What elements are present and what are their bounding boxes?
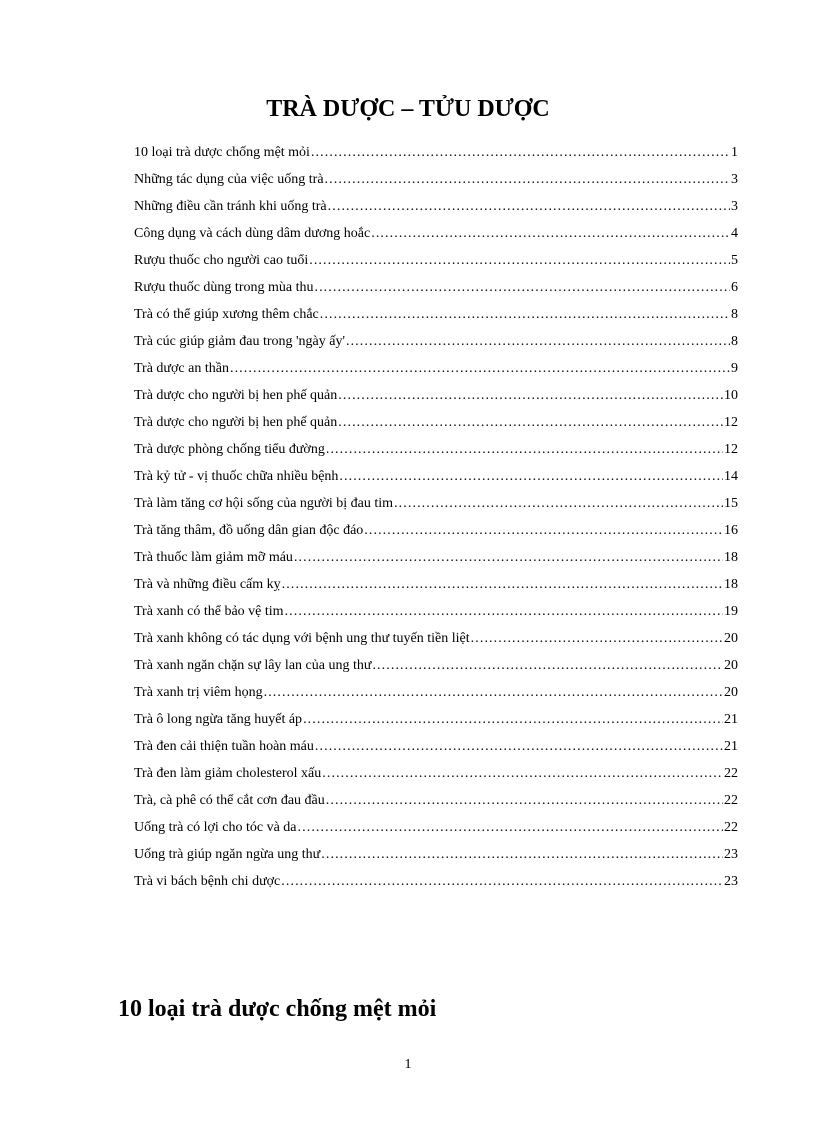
toc-entry[interactable] (134, 652, 738, 679)
toc-leader-dots (372, 652, 723, 679)
toc-entry-title[interactable]: Trà làm tăng cơ hội sống của người bị đau tim (134, 496, 394, 511)
toc-entry[interactable] (134, 868, 738, 895)
toc-entry-page[interactable]: 20 (724, 658, 738, 673)
toc-entry-title[interactable]: Trà dược an thần (134, 361, 229, 376)
toc-entry-title[interactable]: Trà xanh không có tác dụng với bệnh ung thư tuyến tiền liệt (134, 631, 470, 646)
toc-leader-dots (281, 868, 723, 895)
toc-leader-dots (338, 382, 723, 409)
toc-entry[interactable] (134, 463, 738, 490)
toc-leader-dots (471, 625, 723, 652)
toc-entry-page[interactable]: 12 (724, 415, 738, 430)
toc-leader-dots (264, 679, 723, 706)
toc-entry-page[interactable]: 21 (724, 739, 738, 754)
toc-entry[interactable] (134, 544, 738, 571)
toc-entry-title[interactable]: Trà xanh ngăn chặn sự lây lan của ung thư (134, 658, 372, 673)
toc-leader-dots (294, 544, 723, 571)
toc-leader-dots (326, 436, 723, 463)
toc-leader-dots (320, 301, 730, 328)
toc-entry[interactable] (134, 490, 738, 517)
toc-entry[interactable] (134, 193, 738, 220)
toc-entry[interactable] (134, 760, 738, 787)
toc-entry-title[interactable]: Những tác dụng của việc uống trà (134, 172, 324, 187)
toc-leader-dots (282, 571, 723, 598)
toc-entry[interactable] (134, 139, 738, 166)
toc-entry-title[interactable]: Trà kỷ tử - vị thuốc chữa nhiều bệnh (134, 469, 339, 484)
toc-entry[interactable] (134, 679, 738, 706)
toc-entry-page[interactable]: 4 (731, 226, 738, 241)
toc-entry-title[interactable]: Trà tăng thâm, đồ uống dân gian độc đáo (134, 523, 364, 538)
toc-entry-page[interactable]: 12 (724, 442, 738, 457)
toc-entry-page[interactable]: 23 (724, 847, 738, 862)
toc-entry-page[interactable]: 9 (731, 361, 738, 376)
toc-entry[interactable] (134, 409, 738, 436)
toc-leader-dots (303, 706, 723, 733)
toc-entry-page[interactable]: 1 (731, 145, 738, 160)
toc-leader-dots (230, 355, 730, 382)
toc-entry-title[interactable]: Những điều cần tránh khi uống trà (134, 199, 327, 214)
toc-leader-dots (321, 841, 723, 868)
toc-entry-title[interactable]: Trà cúc giúp giảm đau trong 'ngày ấy' (134, 334, 345, 349)
toc-entry-title[interactable]: Công dụng và cách dùng dâm dương hoắc (134, 226, 371, 241)
toc-entry[interactable] (134, 814, 738, 841)
toc-entry[interactable] (134, 787, 738, 814)
toc-entry[interactable] (134, 301, 738, 328)
toc-entry[interactable] (134, 625, 738, 652)
toc-entry[interactable] (134, 436, 738, 463)
toc-entry-page[interactable]: 18 (724, 577, 738, 592)
toc-entry-title[interactable]: Trà vi bách bệnh chi dược (134, 874, 281, 889)
toc-entry[interactable] (134, 382, 738, 409)
toc-entry-title[interactable]: Uống trà có lợi cho tóc và da (134, 820, 297, 835)
toc-entry[interactable] (134, 220, 738, 247)
toc-entry-page[interactable]: 19 (724, 604, 738, 619)
toc-entry-page[interactable]: 23 (724, 874, 738, 889)
toc-entry-page[interactable]: 20 (724, 685, 738, 700)
toc-entry-title[interactable]: Trà dược cho người bị hen phế quản (134, 415, 338, 430)
toc-leader-dots (309, 247, 730, 274)
toc-entry-page[interactable]: 18 (724, 550, 738, 565)
toc-entry-title[interactable]: Uống trà giúp ngăn ngừa ung thư (134, 847, 321, 862)
toc-entry-page[interactable]: 16 (724, 523, 738, 538)
toc-entry-page[interactable]: 8 (731, 334, 738, 349)
toc-entry-page[interactable]: 14 (724, 469, 738, 484)
toc-entry-title[interactable]: Trà dược phòng chống tiểu đường (134, 442, 325, 457)
toc-leader-dots (339, 463, 723, 490)
toc-entry-title[interactable]: Trà ô long ngừa tăng huyết áp (134, 712, 303, 727)
page-number: 1 (404, 1057, 412, 1072)
toc-entry[interactable] (134, 841, 738, 868)
toc-entry[interactable] (134, 598, 738, 625)
toc-entry-page[interactable]: 3 (731, 172, 738, 187)
section-heading: 10 loại trà dược chống mệt mỏi (118, 996, 437, 1022)
toc-entry-page[interactable]: 22 (724, 793, 738, 808)
toc-entry-page[interactable]: 22 (724, 766, 738, 781)
toc-leader-dots (325, 166, 730, 193)
toc-entry-title[interactable]: Trà, cà phê có thể cắt cơn đau đầu (134, 793, 325, 808)
toc-leader-dots (371, 220, 730, 247)
toc-entry-title[interactable]: Trà dược cho người bị hen phế quản (134, 388, 338, 403)
toc-entry-title[interactable]: Trà có thể giúp xương thêm chắc (134, 307, 319, 322)
toc-leader-dots (364, 517, 723, 544)
toc-entry[interactable] (134, 571, 738, 598)
toc-entry-page[interactable]: 5 (731, 253, 738, 268)
table-of-contents (134, 139, 738, 895)
toc-leader-dots (314, 274, 730, 301)
toc-entry-title[interactable]: Trà và những điều cấm kỵ (134, 577, 281, 592)
toc-leader-dots (346, 328, 730, 355)
toc-entry-title[interactable]: 10 loại trà dược chống mệt mỏi (134, 145, 310, 160)
toc-entry[interactable] (134, 328, 738, 355)
page-title: TRÀ DƯỢC – TỬU DƯỢC (266, 96, 550, 122)
toc-entry-page[interactable]: 3 (731, 199, 738, 214)
toc-entry-page[interactable]: 20 (724, 631, 738, 646)
toc-leader-dots (322, 760, 723, 787)
toc-entry-page[interactable]: 6 (731, 280, 738, 295)
toc-entry-title[interactable]: Trà xanh trị viêm họng (134, 685, 263, 700)
toc-entry-title[interactable]: Trà đen cải thiện tuần hoàn máu (134, 739, 314, 754)
toc-entry-page[interactable]: 22 (724, 820, 738, 835)
toc-entry-page[interactable]: 8 (731, 307, 738, 322)
toc-entry[interactable] (134, 247, 738, 274)
toc-leader-dots (285, 598, 723, 625)
toc-entry[interactable] (134, 517, 738, 544)
toc-entry-page[interactable]: 10 (724, 388, 738, 403)
toc-leader-dots (298, 814, 723, 841)
toc-entry[interactable] (134, 166, 738, 193)
toc-leader-dots (394, 490, 723, 517)
toc-leader-dots (311, 139, 730, 166)
toc-leader-dots (338, 409, 723, 436)
toc-entry-title[interactable]: Trà thuốc làm giảm mỡ máu (134, 550, 293, 565)
toc-entry-page[interactable]: 21 (724, 712, 738, 727)
toc-entry-title[interactable]: Trà xanh có thể bảo vệ tim (134, 604, 284, 619)
toc-leader-dots (326, 787, 723, 814)
toc-entry-title[interactable]: Trà đen làm giảm cholesterol xấu (134, 766, 322, 781)
toc-leader-dots (328, 193, 730, 220)
toc-leader-dots (315, 733, 723, 760)
toc-entry[interactable] (134, 706, 738, 733)
toc-entry[interactable] (134, 733, 738, 760)
toc-entry[interactable] (134, 274, 738, 301)
toc-entry[interactable] (134, 355, 738, 382)
toc-entry-title[interactable]: Rượu thuốc cho người cao tuổi (134, 253, 309, 268)
toc-entry-title[interactable]: Rượu thuốc dùng trong mùa thu (134, 280, 314, 295)
toc-entry-page[interactable]: 15 (724, 496, 738, 511)
